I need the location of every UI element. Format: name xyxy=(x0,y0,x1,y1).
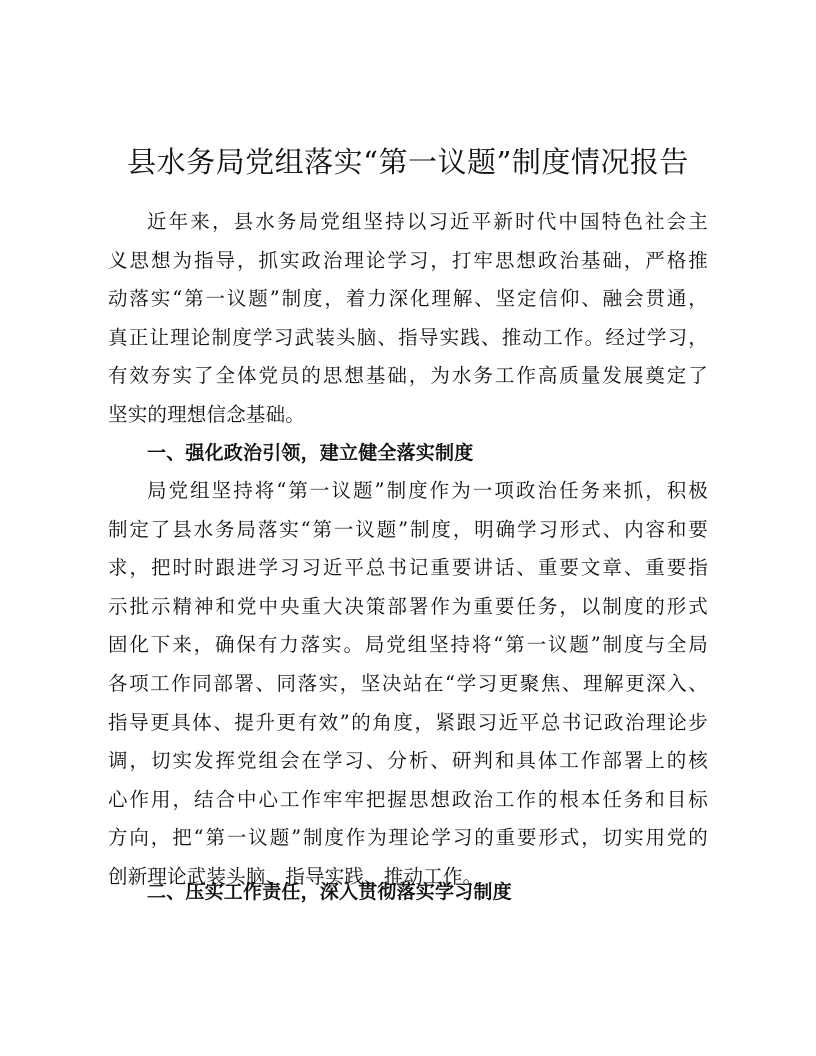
section-2-heading: 二、压实工作责任，深入贯彻落实学习制度 xyxy=(147,881,512,903)
paragraph-line: 近年来，县水务局党组坚持以习近平新时代中国特色社会主 xyxy=(147,210,708,233)
paragraph-line: 固化下来，确保有力落实。局党组坚持将“第一议题”制度与全局 xyxy=(108,633,708,657)
paragraph-line: 示批示精神和党中央重大决策部署作为重要任务，以制度的形式 xyxy=(108,594,708,618)
paragraph-line: 义思想为指导，抓实政治理论学习，打牢思想政治基础，严格推 xyxy=(108,248,708,272)
paragraph-line: 方向，把“第一议题”制度作为理论学习的重要形式，切实用党的 xyxy=(108,826,708,850)
paragraph-line: 各项工作同部署、同落实，坚决站在“学习更聚焦、理解更深入、 xyxy=(108,671,708,695)
section-1-heading-block xyxy=(108,434,708,473)
paragraph-line: 制定了县水务局落实“第一议题”制度，明确学习形式、内容和要 xyxy=(108,517,708,541)
paragraph-line: 心作用，结合中心工作牢牢把握思想政治工作的根本任务和目标 xyxy=(108,787,708,811)
section-1-heading: 一、强化政治引领，建立健全落实制度 xyxy=(147,442,474,464)
paragraph-line: 动落实“第一议题”制度，着力深化理解、坚定信仰、融会贯通， xyxy=(108,287,708,311)
intro-paragraph xyxy=(108,203,708,435)
section-1-paragraph xyxy=(108,472,708,897)
paragraph-line: 有效夯实了全体党员的思想基础，为水务工作高质量发展奠定了 xyxy=(108,364,708,388)
paragraph-line: 坚实的理想信念基础。 xyxy=(108,402,306,426)
paragraph-line: 调，切实发挥党组会在学习、分析、研判和具体工作部署上的核 xyxy=(108,749,708,773)
paragraph-line: 指导更具体、提升更有效”的角度，紧跟习近平总书记政治理论步 xyxy=(108,710,708,734)
section-2-heading-block xyxy=(108,873,708,912)
paragraph-line: 真正让理论制度学习武装头脑、指导实践、推动工作。经过学习， xyxy=(108,325,708,349)
paragraph-line: 创新理论武装头脑、指导实践、推动工作。 xyxy=(108,864,483,888)
paragraph-line: 局党组坚持将“第一议题”制度作为一项政治任务来抓，积极 xyxy=(147,479,708,502)
paragraph-line: 求，把时时跟进学习习近平总书记重要讲话、重要文章、重要指 xyxy=(108,556,708,580)
document-title: 县水务局党组落实“第一议题”制度情况报告 xyxy=(127,145,689,179)
